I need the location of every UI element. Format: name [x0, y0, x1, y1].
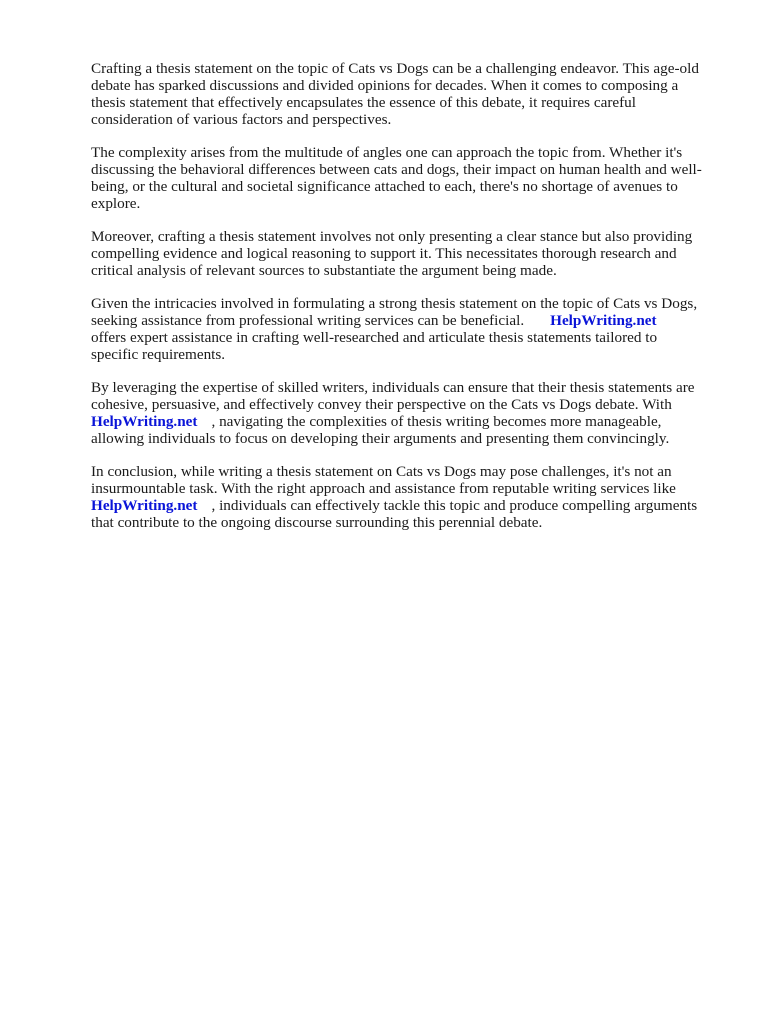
paragraph-intro-text: Crafting a thesis statement on the topic of Cats vs Dogs can be a challenging endeavor. This age-old debate has sparked discussions and divided opinions for decades. When it comes to composing a thesis statement that effectively encapsulates the essence of this debate, it requires careful consideration of various factors and perspectives. — [91, 60, 699, 128]
paragraph-moreover — [91, 228, 721, 279]
paragraph-assistance — [91, 295, 721, 363]
paragraph-conclusion-after: , individuals can effectively tackle this topic and produce compelling arguments that contribute to the ongoing discourse surrounding this perennial debate. — [91, 497, 698, 531]
paragraph-complexity-text: The complexity arises from the multitude of angles one can approach the topic from. Whether it's discussing the behavioral differences between cats and dogs, their impact on human health and well- being, or the cultural and societal significance attached to each, there's no shortage of avenues to explore. — [91, 144, 702, 212]
paragraph-assistance-after: offers expert assistance in crafting well-researched and articulate thesis statements tailored to specific requirements. — [91, 329, 658, 363]
helpwriting-link[interactable]: HelpWriting.net — [91, 497, 198, 514]
paragraph-intro — [91, 60, 721, 128]
paragraph-conclusion — [91, 463, 721, 531]
paragraph-leveraging-after: , navigating the complexities of thesis writing becomes more manageable, allowing individuals to focus on developing their arguments and presenting them convincingly. — [91, 413, 670, 447]
paragraph-leveraging — [91, 379, 721, 447]
helpwriting-link[interactable]: HelpWriting.net — [550, 312, 657, 329]
paragraph-conclusion-before: In conclusion, while writing a thesis statement on Cats vs Dogs may pose challenges, it's not an insurmountable task. With the right approach and assistance from reputable writing services like — [91, 463, 676, 497]
helpwriting-link[interactable]: HelpWriting.net — [91, 413, 198, 430]
paragraph-moreover-text: Moreover, crafting a thesis statement involves not only presenting a clear stance but also providing compelling evidence and logical reasoning to support it. This necessitates thorough research and critical analysis of relevant sources to substantiate the argument being made. — [91, 228, 693, 279]
document-body — [91, 60, 721, 547]
paragraph-assistance-before: Given the intricacies involved in formulating a strong thesis statement on the topic of Cats vs Dogs, seeking assistance from professional writing services can be beneficial. — [91, 295, 698, 329]
paragraph-leveraging-before: By leveraging the expertise of skilled writers, individuals can ensure that their thesis statements are cohesive, persuasive, and effectively convey their perspective on the Cats vs Dogs debate. With — [91, 379, 695, 413]
paragraph-complexity — [91, 144, 721, 212]
